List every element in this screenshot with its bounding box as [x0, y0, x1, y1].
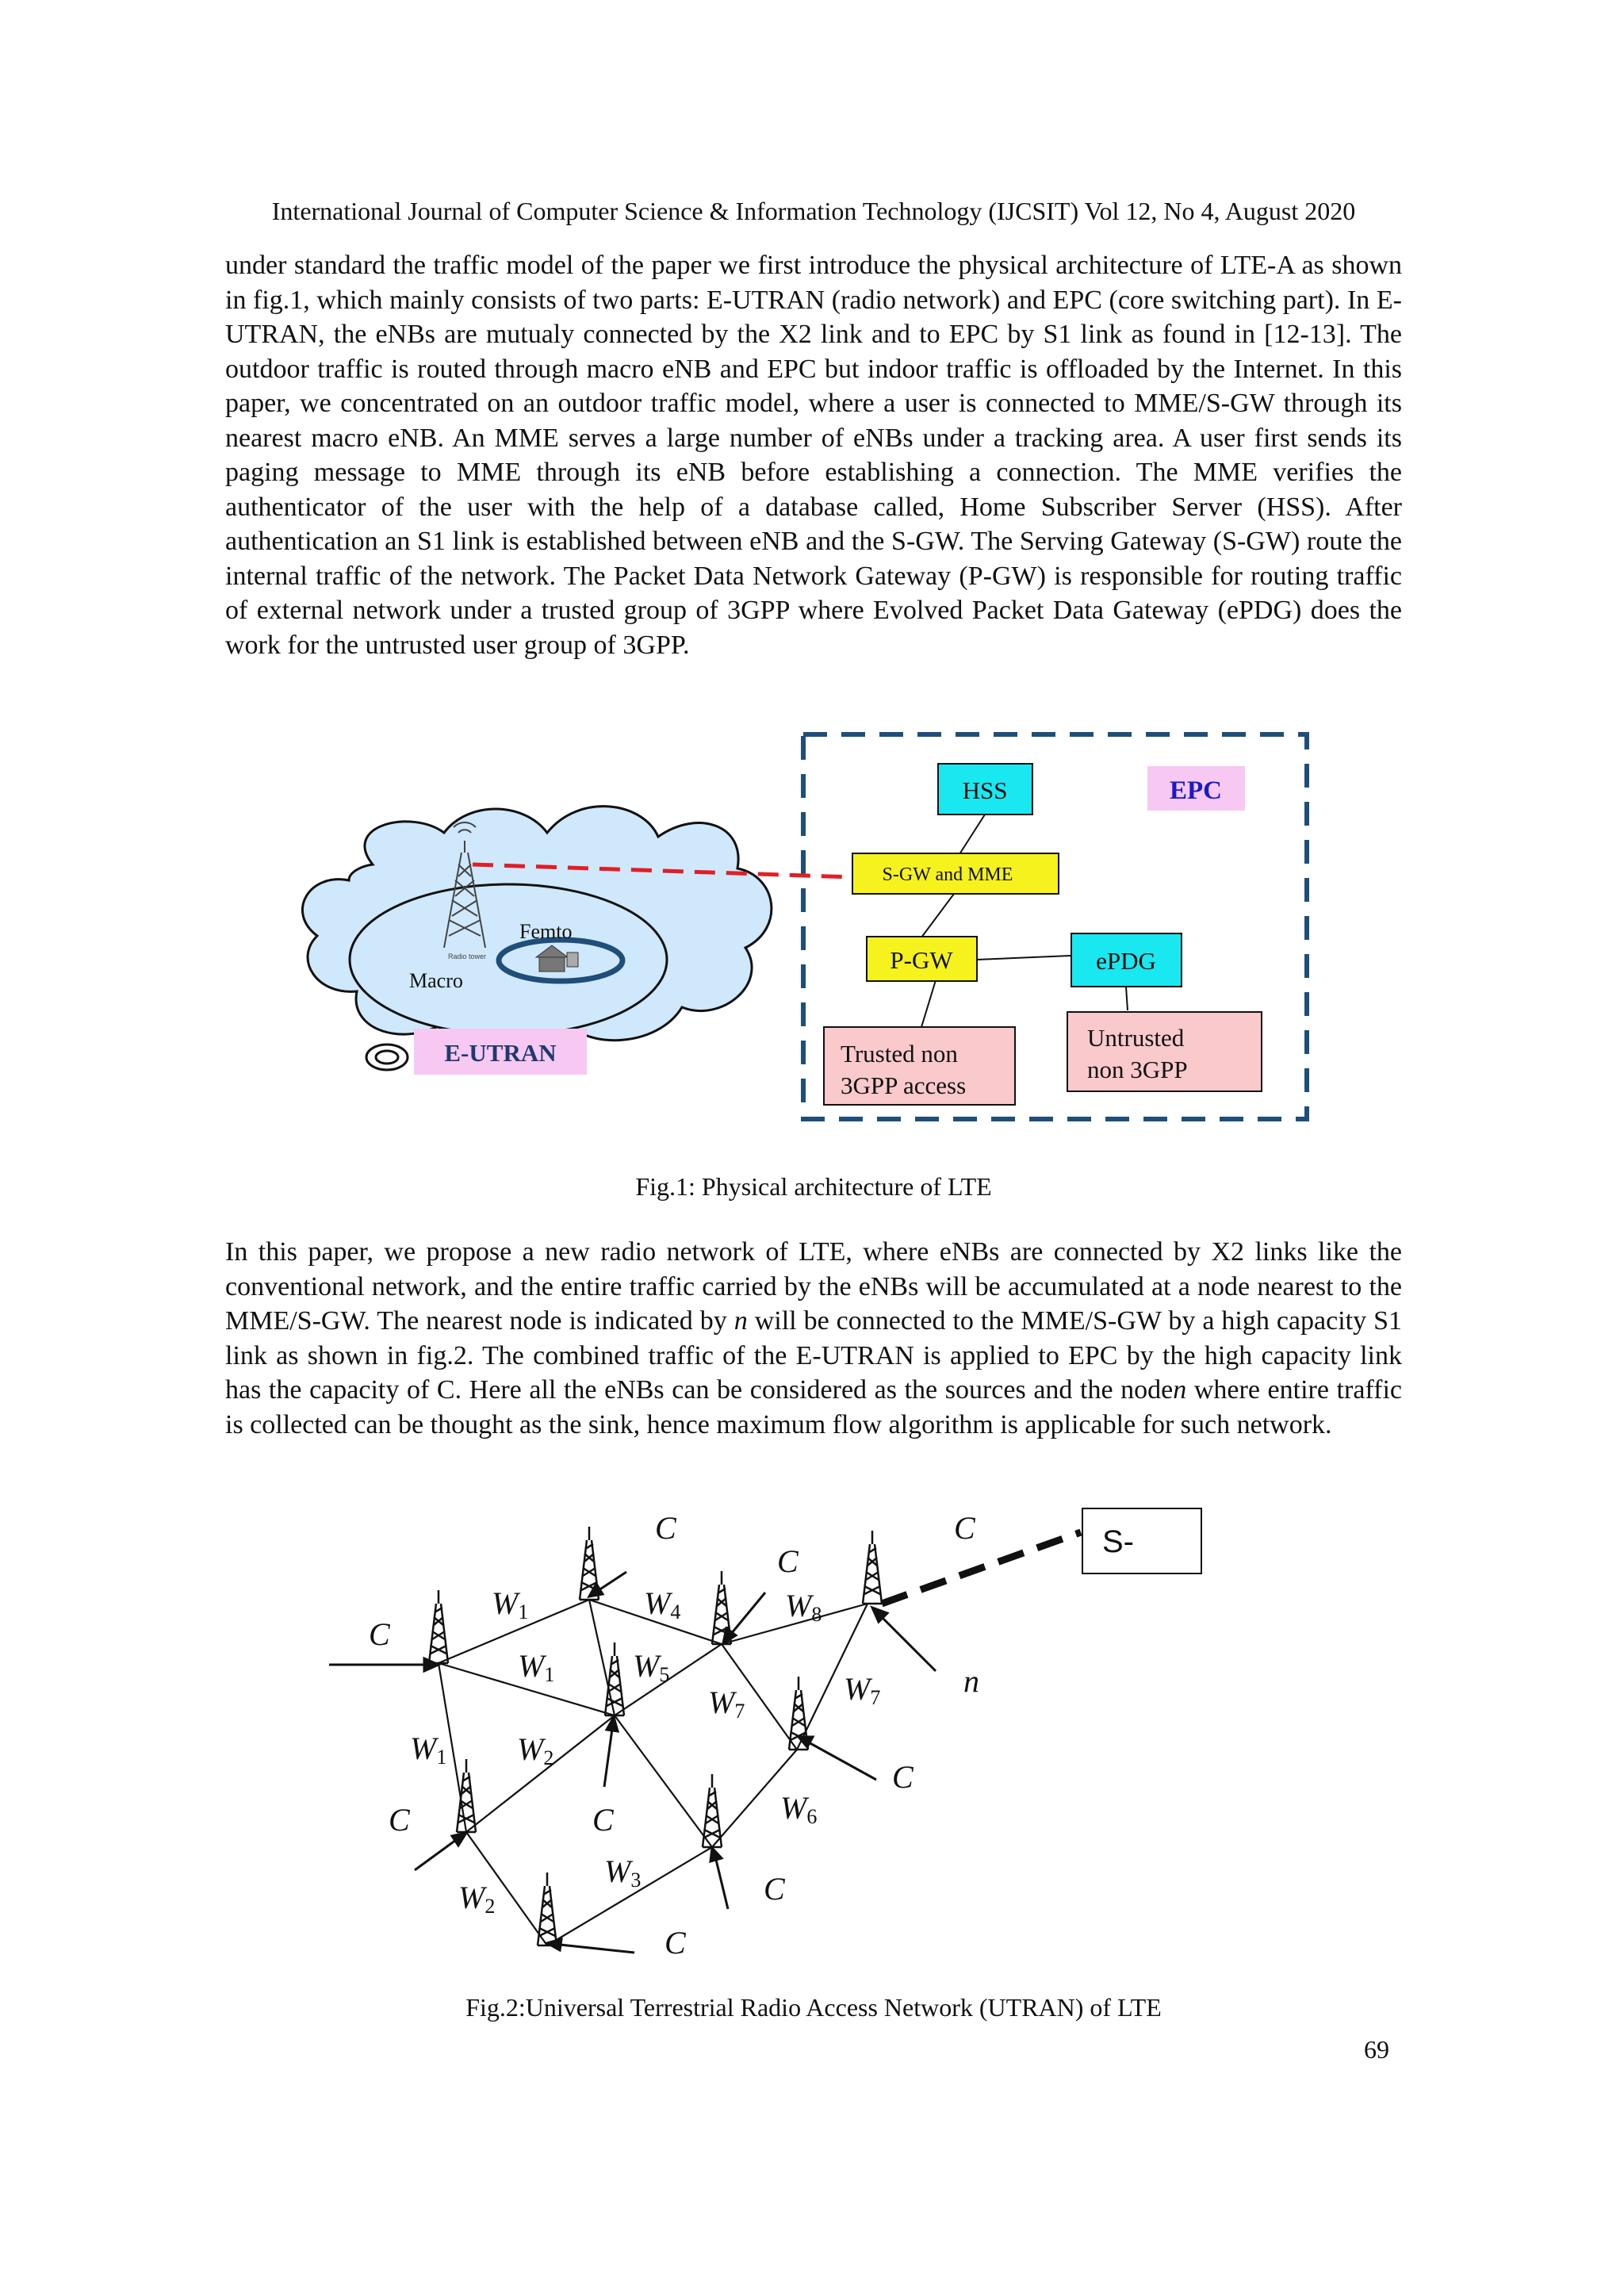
c-label: C	[665, 1925, 686, 1961]
para2-n-2: n	[1173, 1375, 1187, 1405]
w-label: W2	[517, 1731, 554, 1769]
untrusted-label-line2: non 3GPP	[1087, 1056, 1188, 1083]
para2-text-b: will be connected to the MME/S-GW by a high capacity S1 link as shown in fig.2. The combined traffic of the E-UTRAN is applied to EPC by the high capacity link has the capacity of C. Here all the eNBs can be considered as the sources and the node	[225, 1306, 1402, 1405]
hss-label: HSS	[962, 776, 1008, 804]
w-label: W6	[780, 1790, 818, 1828]
page-number: 69	[1364, 2035, 1389, 2064]
epdg-label: ePDG	[1096, 947, 1156, 975]
w-label: W7	[844, 1671, 881, 1709]
sink-n-label: n	[963, 1663, 979, 1699]
tower-node-a	[429, 1590, 448, 1663]
para2-n-1: n	[733, 1306, 748, 1336]
epc-label: EPC	[1170, 776, 1222, 805]
figure-2-utran-network	[0, 1491, 1624, 1983]
w-label: W5	[633, 1648, 670, 1686]
rings-icon	[366, 1045, 408, 1070]
radio-tower-label: Radio tower	[448, 953, 487, 960]
c-label: C	[389, 1802, 410, 1838]
para2-text-c: where entire traffic is collected can be thought as the sink, hence maximum flow algorithm is applicable for such network.	[225, 1375, 1402, 1439]
epdg-untrusted-connector	[1126, 987, 1128, 1010]
c-label: C	[764, 1871, 785, 1907]
sink-box	[1082, 1508, 1201, 1573]
w-label: W4	[644, 1585, 681, 1623]
macro-label: Macro	[409, 969, 463, 992]
w-label: W3	[604, 1853, 642, 1892]
trusted-label-line1: Trusted non	[841, 1040, 958, 1068]
w-label: W8	[785, 1588, 822, 1626]
untrusted-label-line1: Untrusted	[1087, 1024, 1185, 1052]
hss-sgw-connector	[959, 815, 985, 854]
w-label: W1	[518, 1648, 555, 1686]
sgw-mme-label: S-GW and MME	[882, 864, 1013, 885]
figure-1-caption: Fig.1: Physical architecture of LTE	[635, 1172, 992, 1201]
pgw-epdg-connector	[977, 956, 1071, 960]
figure-1-lte-architecture	[0, 714, 1624, 1158]
pgw-label: P-GW	[890, 946, 953, 974]
w-label: W1	[410, 1731, 447, 1769]
c-label: C	[954, 1510, 975, 1546]
femto-label: Femto	[519, 920, 573, 943]
w-label: W1	[492, 1585, 529, 1623]
eutran-label: E-UTRAN	[444, 1039, 557, 1067]
tower-node-g	[703, 1774, 722, 1847]
para2-text-a: In this paper, we propose a new radio network of LTE, where eNBs are connected by X2 links like the conventional network, and the entire traffic carried by the eNBs will be accumulated at a node nearest to the MME/S-GW. The nearest node is indicated by	[225, 1237, 1402, 1336]
tower-node-n	[863, 1531, 882, 1604]
figure-2-caption: Fig.2:Universal Terrestrial Radio Access Network (UTRAN) of LTE	[465, 1993, 1162, 2022]
journal-header: International Journal of Computer Science & Information Technology (IJCSIT) Vol 12, No 4, August 2020	[271, 197, 1356, 225]
w-label: W7	[708, 1685, 745, 1723]
weight-labels	[410, 1585, 880, 1918]
tower-node-d	[605, 1642, 624, 1715]
c-label: C	[369, 1616, 390, 1652]
w-label: W2	[458, 1880, 496, 1918]
trusted-label-line2: 3GPP access	[841, 1071, 967, 1099]
c-label: C	[892, 1759, 914, 1795]
c-label: C	[655, 1510, 676, 1546]
pgw-trusted-connector	[921, 980, 936, 1027]
c-label: C	[777, 1543, 799, 1579]
sgw-pgw-connector	[921, 894, 954, 937]
sink-box-label: S-	[1102, 1524, 1134, 1559]
tower-node-h	[538, 1872, 557, 1945]
body-paragraph-1: under standard the traffic model of the paper we first introduce the physical architecture of LTE-A as shown in fig.1, which mainly consists of two parts: E-UTRAN (radio network) and EPC (core switching part). In E-UTRAN, the eNBs are mutualy connected by the X2 link and to EPC by S1 link as found in [12-13]. The outdoor traffic is routed through macro eNB and EPC but indoor traffic is offloaded by the Internet. In this paper, we concentrated on an outdoor traffic model, where a user is connected to MME/S-GW through its nearest macro eNB. An MME serves a large number of eNBs under a tracking area. A user first sends its paging message to MME through its eNB before establishing a connection. The MME verifies the authenticator of the user with the help of a database called, Home Subscriber Server (HSS). After authentication an S1 link is established between eNB and the S-GW. The Serving Gateway (S-GW) route the internal traffic of the network. The Packet Data Network Gateway (P-GW) is responsible for routing traffic of external network under a trusted group of 3GPP where Evolved Packet Data Gateway (ePDG) does the work for the untrusted user group of 3GPP.	[225, 251, 1402, 660]
macro-cell-ellipse	[350, 884, 667, 1035]
sink-link-dashed	[882, 1532, 1081, 1604]
c-label: C	[592, 1802, 614, 1838]
body-paragraph-2	[225, 1235, 1402, 1442]
